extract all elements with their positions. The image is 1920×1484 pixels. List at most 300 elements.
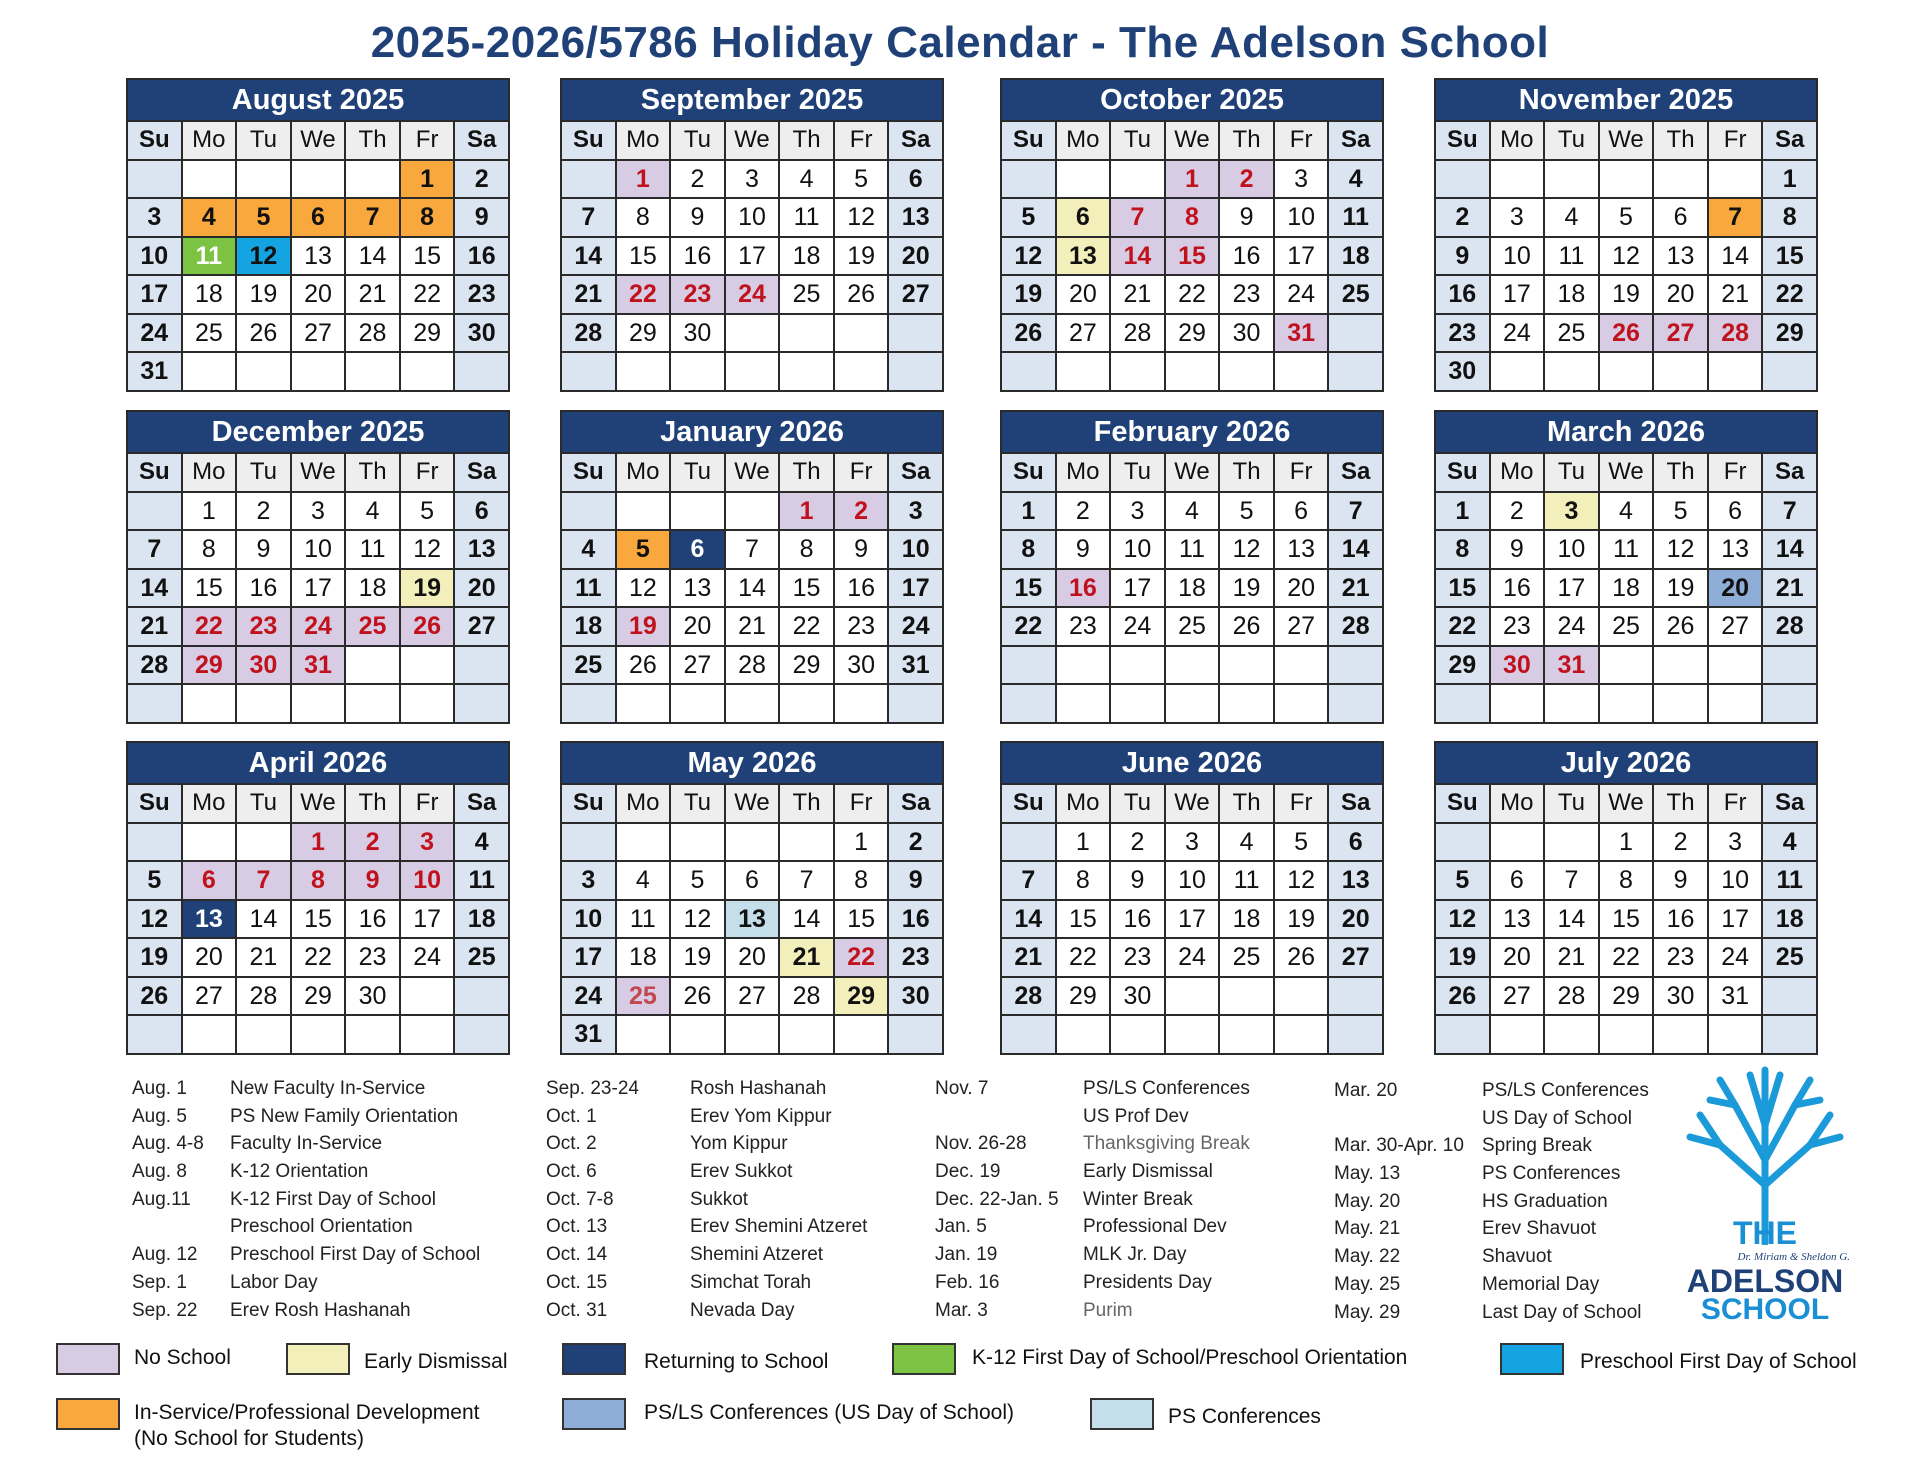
- event-date: Mar. 30-Apr. 10: [1334, 1135, 1464, 1157]
- day-cell: 4: [562, 531, 615, 568]
- empty-day-cell: [617, 353, 670, 390]
- day-cell: 10: [562, 901, 615, 938]
- empty-day-cell: [346, 353, 399, 390]
- day-cell: 17: [562, 939, 615, 976]
- day-cell: 15: [183, 570, 236, 607]
- empty-day-cell: [292, 161, 345, 198]
- weekday-header: Fr: [1709, 454, 1762, 491]
- weekday-header: Th: [1654, 454, 1707, 491]
- event-name: Nevada Day: [690, 1299, 795, 1321]
- month-day-grid: [562, 785, 942, 1053]
- day-cell: 27: [183, 978, 236, 1015]
- empty-day-cell: [889, 353, 942, 390]
- day-cell: 20: [455, 570, 508, 607]
- weekday-header: Su: [1436, 454, 1489, 491]
- day-cell: 18: [455, 901, 508, 938]
- day-cell: 25: [1763, 939, 1816, 976]
- day-cell: 24: [1166, 939, 1219, 976]
- day-cell: 22: [617, 276, 670, 313]
- day-cell: 24: [1709, 939, 1762, 976]
- day-cell: 16: [671, 238, 724, 275]
- day-cell: 10: [1709, 862, 1762, 899]
- event-date: Aug. 12: [132, 1244, 198, 1266]
- day-cell: 11: [1220, 862, 1273, 899]
- day-cell: 14: [1709, 238, 1762, 275]
- day-cell: 13: [1654, 238, 1707, 275]
- empty-day-cell: [1654, 161, 1707, 198]
- logo-founders: Dr. Miriam & Sheldon G.: [1737, 1251, 1850, 1263]
- empty-day-cell: [401, 1016, 454, 1053]
- month-calendar: [126, 741, 510, 1055]
- day-cell: 1: [1002, 493, 1055, 530]
- weekday-header: Fr: [1275, 785, 1328, 822]
- day-cell: 2: [1491, 493, 1544, 530]
- day-cell: 13: [455, 531, 508, 568]
- weekday-header: Th: [1220, 122, 1273, 159]
- day-cell: 30: [1436, 353, 1489, 390]
- day-cell: 14: [346, 238, 399, 275]
- event-date: May. 29: [1334, 1301, 1401, 1323]
- day-cell: 20: [671, 608, 724, 645]
- empty-day-cell: [1329, 685, 1382, 722]
- day-cell: 8: [835, 862, 888, 899]
- day-cell: 10: [1545, 531, 1598, 568]
- empty-day-cell: [1166, 978, 1219, 1015]
- day-cell: 4: [1600, 493, 1653, 530]
- day-cell: 20: [1491, 939, 1544, 976]
- empty-day-cell: [1166, 353, 1219, 390]
- day-cell: 11: [455, 862, 508, 899]
- empty-day-cell: [617, 493, 670, 530]
- empty-day-cell: [1491, 353, 1544, 390]
- weekday-header: We: [1600, 454, 1653, 491]
- day-cell: 21: [1763, 570, 1816, 607]
- day-cell: 6: [1491, 862, 1544, 899]
- day-cell: 8: [1600, 862, 1653, 899]
- day-cell: 19: [617, 608, 670, 645]
- day-cell: 11: [1329, 199, 1382, 236]
- empty-day-cell: [1002, 824, 1055, 861]
- empty-day-cell: [1275, 1016, 1328, 1053]
- empty-day-cell: [726, 1016, 779, 1053]
- day-cell: 30: [1220, 315, 1273, 352]
- empty-day-cell: [1436, 824, 1489, 861]
- day-cell: 6: [1057, 199, 1110, 236]
- day-cell: 18: [346, 570, 399, 607]
- legend-swatch: [562, 1398, 626, 1430]
- day-cell: 23: [1111, 939, 1164, 976]
- day-cell: 4: [1545, 199, 1598, 236]
- day-cell: 25: [346, 608, 399, 645]
- day-cell: 5: [401, 493, 454, 530]
- day-cell: 19: [1220, 570, 1273, 607]
- empty-day-cell: [1763, 978, 1816, 1015]
- day-cell: 12: [1002, 238, 1055, 275]
- legend-label: PS/LS Conferences (US Day of School): [644, 1401, 1015, 1424]
- day-cell: 14: [1329, 531, 1382, 568]
- empty-day-cell: [726, 824, 779, 861]
- day-cell: 31: [292, 647, 345, 684]
- weekday-header: Mo: [183, 454, 236, 491]
- day-cell: 19: [128, 939, 181, 976]
- day-cell: 1: [183, 493, 236, 530]
- day-cell: 28: [346, 315, 399, 352]
- month-title: November 2025: [1436, 80, 1816, 122]
- day-cell: 27: [455, 608, 508, 645]
- event-name: Professional Dev: [1083, 1216, 1227, 1238]
- month-day-grid: [1436, 785, 1816, 1053]
- weekday-header: Mo: [617, 454, 670, 491]
- month-title: August 2025: [128, 80, 508, 122]
- month-calendar: [1434, 410, 1818, 724]
- empty-day-cell: [237, 1016, 290, 1053]
- empty-day-cell: [780, 824, 833, 861]
- day-cell: 26: [1654, 608, 1707, 645]
- day-cell: 12: [671, 901, 724, 938]
- day-cell: 29: [1057, 978, 1110, 1015]
- empty-day-cell: [128, 1016, 181, 1053]
- empty-day-cell: [1275, 978, 1328, 1015]
- event-name: Preschool First Day of School: [230, 1244, 481, 1266]
- day-cell: 17: [128, 276, 181, 313]
- weekday-header: Tu: [1545, 785, 1598, 822]
- empty-day-cell: [835, 1016, 888, 1053]
- legend-swatch: [1500, 1343, 1564, 1375]
- empty-day-cell: [1436, 161, 1489, 198]
- day-cell: 12: [1600, 238, 1653, 275]
- event-date: Sep. 1: [132, 1271, 187, 1293]
- day-cell: 8: [183, 531, 236, 568]
- day-cell: 23: [835, 608, 888, 645]
- day-cell: 11: [346, 531, 399, 568]
- day-cell: 16: [1654, 901, 1707, 938]
- day-cell: 16: [1491, 570, 1544, 607]
- day-cell: 25: [1220, 939, 1273, 976]
- day-cell: 23: [1654, 939, 1707, 976]
- weekday-header: We: [1600, 785, 1653, 822]
- day-cell: 27: [292, 315, 345, 352]
- empty-day-cell: [1709, 353, 1762, 390]
- weekday-header: Mo: [1491, 785, 1544, 822]
- day-cell: 2: [1111, 824, 1164, 861]
- day-cell: 1: [780, 493, 833, 530]
- empty-day-cell: [1002, 1016, 1055, 1053]
- empty-day-cell: [1329, 315, 1382, 352]
- empty-day-cell: [455, 1016, 508, 1053]
- event-name: Winter Break: [1083, 1188, 1193, 1210]
- day-cell: 6: [455, 493, 508, 530]
- weekday-header: Sa: [1763, 122, 1816, 159]
- day-cell: 27: [726, 978, 779, 1015]
- empty-day-cell: [1654, 1016, 1707, 1053]
- event-date: Oct. 31: [546, 1299, 608, 1321]
- event-name: Simchat Torah: [690, 1271, 812, 1293]
- legend-label: No School: [134, 1346, 231, 1369]
- day-cell: 21: [237, 939, 290, 976]
- day-cell: 24: [1491, 315, 1544, 352]
- day-cell: 23: [1220, 276, 1273, 313]
- day-cell: 26: [237, 315, 290, 352]
- empty-day-cell: [1545, 353, 1598, 390]
- day-cell: 8: [1002, 531, 1055, 568]
- day-cell: 13: [183, 901, 236, 938]
- month-title: May 2026: [562, 743, 942, 785]
- event-name: MLK Jr. Day: [1083, 1244, 1187, 1266]
- month-calendar: [1000, 741, 1384, 1055]
- weekday-header: Mo: [1491, 122, 1544, 159]
- event-name: Early Dismissal: [1083, 1161, 1213, 1183]
- event-name: New Faculty In-Service: [230, 1078, 426, 1099]
- day-cell: 26: [1600, 315, 1653, 352]
- event-name: Spring Break: [1482, 1135, 1592, 1157]
- day-cell: 20: [1709, 570, 1762, 607]
- event-name: Memorial Day: [1482, 1273, 1600, 1295]
- event-name: PS/LS Conferences: [1482, 1080, 1649, 1101]
- day-cell: 29: [1166, 315, 1219, 352]
- weekday-header: Th: [346, 785, 399, 822]
- empty-day-cell: [1002, 161, 1055, 198]
- empty-day-cell: [183, 824, 236, 861]
- weekday-header: We: [726, 454, 779, 491]
- weekday-header: Su: [1436, 785, 1489, 822]
- weekday-header: Fr: [1709, 785, 1762, 822]
- empty-day-cell: [1491, 161, 1544, 198]
- day-cell: 17: [889, 570, 942, 607]
- empty-day-cell: [292, 685, 345, 722]
- day-cell: 31: [1275, 315, 1328, 352]
- empty-day-cell: [1709, 1016, 1762, 1053]
- legend-swatch: [1090, 1398, 1154, 1430]
- day-cell: 28: [1545, 978, 1598, 1015]
- day-cell: 14: [562, 238, 615, 275]
- weekday-header: Sa: [889, 785, 942, 822]
- empty-day-cell: [1545, 161, 1598, 198]
- day-cell: 5: [1654, 493, 1707, 530]
- month-title: June 2026: [1002, 743, 1382, 785]
- empty-day-cell: [128, 685, 181, 722]
- day-cell: 31: [1545, 647, 1598, 684]
- day-cell: 16: [455, 238, 508, 275]
- empty-day-cell: [1220, 1016, 1273, 1053]
- weekday-header: Su: [562, 454, 615, 491]
- empty-day-cell: [346, 685, 399, 722]
- day-cell: 30: [1111, 978, 1164, 1015]
- weekday-header: Tu: [1545, 454, 1598, 491]
- empty-day-cell: [1111, 1016, 1164, 1053]
- empty-day-cell: [726, 685, 779, 722]
- empty-day-cell: [1275, 353, 1328, 390]
- empty-day-cell: [183, 685, 236, 722]
- day-cell: 27: [1491, 978, 1544, 1015]
- school-logo: [1680, 1065, 1850, 1326]
- day-cell: 12: [1220, 531, 1273, 568]
- event-date: Oct. 1: [546, 1105, 597, 1127]
- day-cell: 24: [292, 608, 345, 645]
- day-cell: 15: [401, 238, 454, 275]
- weekday-header: Su: [128, 785, 181, 822]
- day-cell: 17: [401, 901, 454, 938]
- empty-day-cell: [1709, 161, 1762, 198]
- weekday-header: Tu: [1111, 454, 1164, 491]
- day-cell: 18: [1329, 238, 1382, 275]
- weekday-header: Mo: [183, 122, 236, 159]
- day-cell: 2: [1436, 199, 1489, 236]
- weekday-header: Su: [562, 785, 615, 822]
- day-cell: 3: [292, 493, 345, 530]
- event-date: Jan. 19: [935, 1244, 998, 1266]
- day-cell: 7: [1709, 199, 1762, 236]
- weekday-header: Fr: [401, 785, 454, 822]
- day-cell: 12: [835, 199, 888, 236]
- day-cell: 19: [1600, 276, 1653, 313]
- day-cell: 10: [1166, 862, 1219, 899]
- day-cell: 3: [1275, 161, 1328, 198]
- day-cell: 10: [726, 199, 779, 236]
- day-cell: 17: [1545, 570, 1598, 607]
- day-cell: 24: [1545, 608, 1598, 645]
- day-cell: 29: [780, 647, 833, 684]
- empty-day-cell: [346, 647, 399, 684]
- empty-day-cell: [455, 647, 508, 684]
- day-cell: 11: [780, 199, 833, 236]
- empty-day-cell: [780, 353, 833, 390]
- day-cell: 24: [562, 978, 615, 1015]
- day-cell: 22: [292, 939, 345, 976]
- day-cell: 6: [671, 531, 724, 568]
- day-cell: 18: [1600, 570, 1653, 607]
- legend-label: Preschool First Day of School: [1580, 1350, 1857, 1373]
- day-cell: 22: [780, 608, 833, 645]
- day-cell: 16: [237, 570, 290, 607]
- legend-swatch: [56, 1398, 120, 1430]
- empty-day-cell: [1600, 161, 1653, 198]
- day-cell: 29: [835, 978, 888, 1015]
- empty-day-cell: [1654, 647, 1707, 684]
- empty-day-cell: [1545, 1016, 1598, 1053]
- day-cell: 13: [292, 238, 345, 275]
- event-date: Aug. 5: [132, 1105, 187, 1127]
- day-cell: 12: [237, 238, 290, 275]
- legend-label: In-Service/Professional Development: [134, 1401, 480, 1424]
- weekday-header: Mo: [617, 122, 670, 159]
- day-cell: 21: [726, 608, 779, 645]
- day-cell: 7: [346, 199, 399, 236]
- day-cell: 5: [237, 199, 290, 236]
- day-cell: 31: [562, 1016, 615, 1053]
- day-cell: 25: [1600, 608, 1653, 645]
- weekday-header: Su: [562, 122, 615, 159]
- day-cell: 10: [128, 238, 181, 275]
- day-cell: 19: [1275, 901, 1328, 938]
- day-cell: 25: [617, 978, 670, 1015]
- empty-day-cell: [237, 685, 290, 722]
- weekday-header: Th: [780, 122, 833, 159]
- empty-day-cell: [1436, 1016, 1489, 1053]
- day-cell: 4: [455, 824, 508, 861]
- weekday-header: Sa: [889, 454, 942, 491]
- weekday-header: Th: [1654, 785, 1707, 822]
- month-day-grid: [128, 454, 508, 722]
- empty-day-cell: [671, 493, 724, 530]
- month-title: December 2025: [128, 412, 508, 454]
- empty-day-cell: [455, 978, 508, 1015]
- day-cell: 26: [617, 647, 670, 684]
- empty-day-cell: [617, 1016, 670, 1053]
- day-cell: 20: [1329, 901, 1382, 938]
- month-title: October 2025: [1002, 80, 1382, 122]
- day-cell: 26: [1002, 315, 1055, 352]
- day-cell: 13: [1491, 901, 1544, 938]
- weekday-header: Su: [1002, 785, 1055, 822]
- empty-day-cell: [1002, 353, 1055, 390]
- empty-day-cell: [128, 493, 181, 530]
- empty-day-cell: [1002, 647, 1055, 684]
- empty-day-cell: [1600, 353, 1653, 390]
- empty-day-cell: [562, 353, 615, 390]
- day-cell: 5: [671, 862, 724, 899]
- day-cell: 13: [889, 199, 942, 236]
- event-name: PS/LS Conferences: [1083, 1078, 1250, 1099]
- day-cell: 14: [1545, 901, 1598, 938]
- day-cell: 23: [1491, 608, 1544, 645]
- month-title: July 2026: [1436, 743, 1816, 785]
- event-name: Labor Day: [230, 1271, 318, 1293]
- day-cell: 7: [1002, 862, 1055, 899]
- day-cell: 14: [726, 570, 779, 607]
- day-cell: 2: [1220, 161, 1273, 198]
- legend-swatch: [892, 1343, 956, 1375]
- weekday-header: Th: [346, 454, 399, 491]
- day-cell: 3: [726, 161, 779, 198]
- day-cell: 8: [1436, 531, 1489, 568]
- empty-day-cell: [780, 315, 833, 352]
- day-cell: 16: [1436, 276, 1489, 313]
- day-cell: 6: [183, 862, 236, 899]
- month-calendar: [1000, 410, 1384, 724]
- day-cell: 2: [346, 824, 399, 861]
- day-cell: 27: [1057, 315, 1110, 352]
- day-cell: 30: [237, 647, 290, 684]
- day-cell: 10: [889, 531, 942, 568]
- empty-day-cell: [671, 1016, 724, 1053]
- weekday-header: Th: [1220, 454, 1273, 491]
- day-cell: 12: [1654, 531, 1707, 568]
- event-date: May. 22: [1334, 1246, 1401, 1268]
- empty-day-cell: [1654, 685, 1707, 722]
- month-day-grid: [1002, 785, 1382, 1053]
- day-cell: 15: [780, 570, 833, 607]
- day-cell: 11: [1763, 862, 1816, 899]
- day-cell: 16: [1220, 238, 1273, 275]
- empty-day-cell: [401, 685, 454, 722]
- weekday-header: Fr: [835, 122, 888, 159]
- day-cell: 28: [1709, 315, 1762, 352]
- empty-day-cell: [1329, 647, 1382, 684]
- empty-day-cell: [1600, 647, 1653, 684]
- day-cell: 1: [292, 824, 345, 861]
- empty-day-cell: [726, 493, 779, 530]
- day-cell: 28: [1002, 978, 1055, 1015]
- event-name: Sukkot: [690, 1188, 749, 1210]
- day-cell: 17: [1491, 276, 1544, 313]
- day-cell: 2: [671, 161, 724, 198]
- weekday-header: Mo: [1057, 454, 1110, 491]
- day-cell: 27: [671, 647, 724, 684]
- empty-day-cell: [726, 315, 779, 352]
- event-date: Aug. 1: [132, 1078, 187, 1099]
- weekday-header: Mo: [1057, 785, 1110, 822]
- day-cell: 19: [1654, 570, 1707, 607]
